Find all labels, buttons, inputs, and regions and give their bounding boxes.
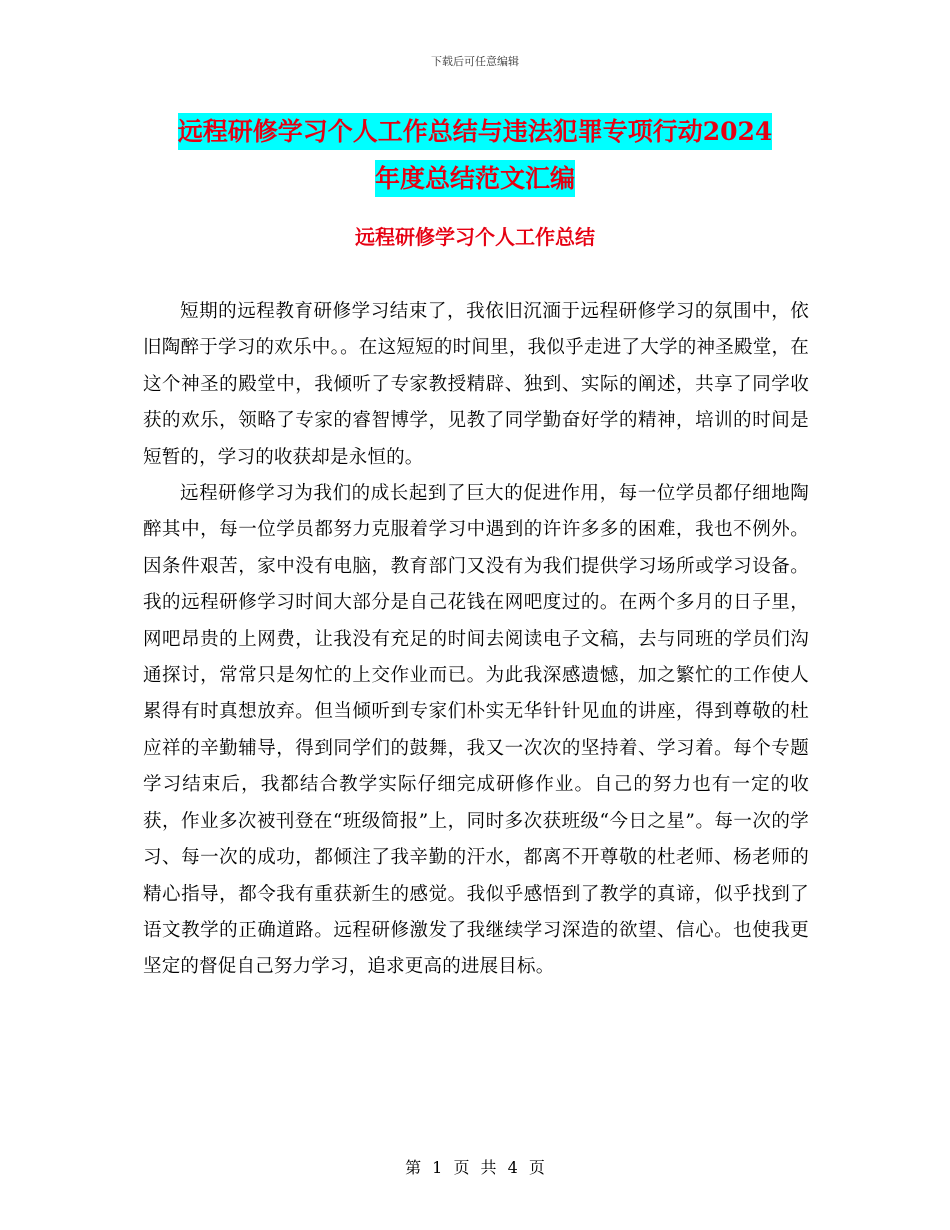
body-paragraph-2: 远程研修学习为我们的成长起到了巨大的促进作用，每一位学员都仔细地陶醉其中，每一位学员都努力克服着学习中遇到的许许多多的困难，我也不例外。因条件艰苦，家中没有电脑，教育部门又没有为我们提供学习场所或学习设备。我的远程研修学习时间大部分是自己花钱在网吧度过的。在两个多月的日子里，网吧昂贵的上网费，让我没有充足的时间去阅读电子文稿，去与同班的学员们沟通探讨，常常只是匆忙的上交作业而已。为此我深感遗憾，加之繁忙的工作使人累得有时真想放弃。但当倾听到专家们朴实无华针针见血的讲座，得到尊敬的杜应祥的辛勤辅导，得到同学们的鼓舞，我又一次次的坚持着、学习着。每个专题学习结束后，我都结合教学实际仔细完成研修作业。自己的努力也有一定的收获，作业多次被刊登在“班级简报”上，同时多次获班级“今日之星”。每一次的学习、每一次的成功，都倾注了我辛勤的汗水，都离不开尊敬的杜老师、杨老师的精心指导，都令我有重获新生的感觉。我似乎感悟到了教学的真谛，似乎找到了语文教学的正确道路。远程研修激发了我继续学习深造的欲望、信心。也使我更坚定的督促自己努力学习，追求更高的进展目标。 [143, 483, 809, 978]
document-title [0, 108, 950, 202]
document-body [143, 294, 809, 986]
body-paragraph-1: 短期的远程教育研修学习结束了，我依旧沉湎于远程研修学习的氛围中，依旧陶醉于学习的欢乐中。。在这短短的时间里，我似乎走进了大学的神圣殿堂，在这个神圣的殿堂中，我倾听了专家教授精辟、独到、实际的阐述，共享了同学收获的欢乐，领略了专家的睿智博学，见教了同学勤奋好学的精神，培训的时间是短暂的，学习的收获却是永恒的。 [143, 301, 809, 468]
section-title: 远程研修学习个人工作总结 [355, 225, 595, 249]
page-header-note: 下载后可任意编辑 [431, 55, 519, 68]
document-title-line-1: 远程研修学习个人工作总结与违法犯罪专项行动2024 [178, 113, 773, 150]
document-title-line-2: 年度总结范文汇编 [375, 160, 575, 197]
page-number-footer: 第 1 页 共 4 页 [405, 1158, 545, 1177]
